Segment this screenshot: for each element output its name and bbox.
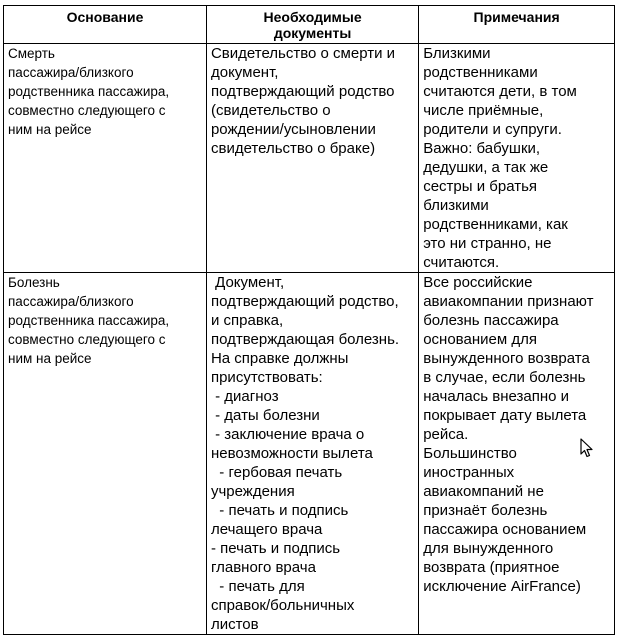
cell-notes [419,44,615,273]
documents-text-line: невозможности вылета [210,445,373,462]
notes-text-line: считаются. [423,254,500,271]
basis-text-line: родственника пассажира, [8,313,170,328]
notes-text-line: это ни странно, не [423,235,552,252]
notes-text-line: числе приёмные, [423,102,544,119]
notes-text-line: вынужденного возврата [423,350,590,367]
documents-text-line: - печать и подпись [210,502,349,519]
notes-text-line: родственниками [423,64,538,81]
cell-documents [206,44,418,273]
header-documents-label-line1: Необходимые [263,9,362,25]
documents-text-line: свидетельство о браке) [210,140,376,157]
documents-text-line: лечащего врача [210,521,323,538]
notes-text-line: рейса. [423,426,469,443]
notes-text-line: для вынужденного [423,540,554,557]
documents-text-line: справок/больничных [210,597,355,614]
header-notes-label: Примечания [473,9,560,25]
notes-text-line: Все российские [423,274,533,291]
documents-text-line: - диагноз [210,388,279,405]
documents-text-line: (свидетельство о [210,102,331,119]
basis-text-line: Болезнь [8,275,60,290]
grounds-table [3,5,615,635]
notes-text-line: Близкими [423,45,491,62]
table-row [4,44,615,273]
notes-text-line: покрывает дату вылета [423,407,587,424]
documents-text-line: учреждения [210,483,295,500]
cell-basis [4,44,207,273]
notes-text-line: исключение AirFrance) [423,578,581,595]
documents-text-line: - даты болезни [210,407,320,424]
documents-text-line: Свидетельство о смерти и [210,45,396,62]
header-documents [206,6,418,44]
documents-text-line: - гербовая печать [210,464,343,481]
notes-text-line: считаются дети, в том [423,83,577,100]
notes-text-line: болезнь пассажира [423,312,559,329]
notes-text-line: началась внезапно и [423,388,570,405]
table-row [4,273,615,635]
header-basis [4,6,207,44]
header-basis-label: Основание [66,9,144,25]
documents-text-line: подтверждающий родство [210,83,395,100]
documents-text-line: подтверждающий родство, [210,293,399,310]
documents-text-line: и справка, [210,312,284,329]
documents-text-line: рождении/усыновлении [210,121,376,138]
basis-text-line: ним на рейсе [8,351,92,366]
documents-text-line: главного врача [210,559,316,576]
basis-text-line: родственника пассажира, [8,84,170,99]
basis-text-line: ним на рейсе [8,122,92,137]
notes-text-line: родственниками, как [423,216,568,233]
notes-text-line: дедушки, а так же [423,159,549,176]
basis-text-line: Смерть [8,46,55,61]
notes-text-line: возврата (приятное [423,559,560,576]
documents-text-line: документ, [210,64,279,81]
documents-text-line: подтверждающая болезнь. [210,331,400,348]
notes-text-line: в случае, если болезнь [423,369,586,386]
notes-text-line: Важно: бабушки, [423,140,541,157]
basis-text-line: пассажира/близкого [8,65,134,80]
header-notes [419,6,615,44]
notes-text-line: иностранных [423,464,515,481]
notes-text-line: сестры и братья [423,178,538,195]
notes-text-line: Большинство [423,445,517,462]
notes-text-line: близкими [423,197,489,214]
documents-text-line: - заключение врача о [210,426,365,443]
notes-text-line: родители и супруги. [423,121,562,138]
table-header-row [4,6,615,44]
documents-text-line: - печать для [210,578,305,595]
notes-text-line: признаёт болезнь [423,502,548,519]
notes-text-line: авиакомпании признают [423,293,594,310]
documents-text-line: - печать и подпись [210,540,341,557]
documents-text-line: присутствовать: [210,369,323,386]
basis-text-line: пассажира/близкого [8,294,134,309]
documents-text-line: Документ, [210,274,285,291]
notes-text-line: авиакомпаний не [423,483,544,500]
basis-text-line: совместно следующего с [8,332,166,347]
notes-text-line: пассажира основанием [423,521,587,538]
documents-text-line: На справке должны [210,350,349,367]
documents-text-line: листов [210,616,259,633]
header-documents-label-line2: документы [273,25,352,41]
notes-text-line: основанием для [423,331,537,348]
basis-text-line: совместно следующего с [8,103,166,118]
cell-basis [4,273,207,635]
cell-documents [206,273,418,635]
mouse-pointer-icon [580,438,594,458]
